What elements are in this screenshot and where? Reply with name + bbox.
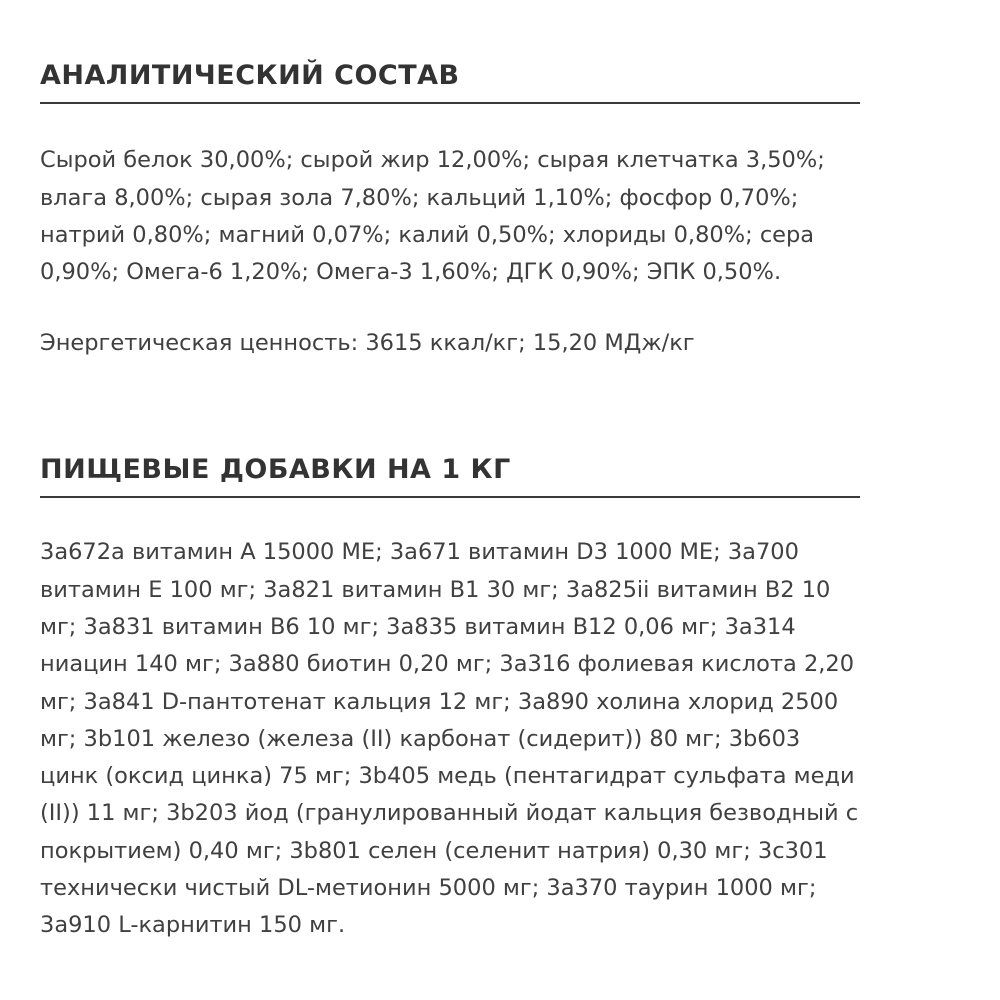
composition-text: Сырой белок 30,00%; сырой жир 12,00%; сырая клетчатка 3,50%; влага 8,00%; сырая зола 7,80%; кальций 1,10%; фосфор 0,70%; натрий 0,80%; магний 0,07%; калий 0,50%; хлориды 0,80%; сера 0,90%; Омега-6 1,20%; Омега-3 1,60%; ДГК 0,90%; ЭПК 0,50%. [40,147,825,285]
heading-divider [40,102,860,104]
additives-section [40,454,860,945]
analytic-composition-heading: АНАЛИТИЧЕСКИЙ СОСТАВ [40,60,460,91]
additives-text: 3a672a витамин А 15000 МЕ; 3a671 витамин D3 1000 МЕ; 3a700 витамин Е 100 мг; 3a821 витамин В1 30 мг; 3a825ii витамин В2 10 мг; 3a831 витамин В6 10 мг; 3a835 витамин В12 0,06 мг; 3a314 ниацин 140 мг; 3a880 биотин 0,20 мг; 3a316 фолиевая кислота 2,20 мг; 3a841 D-пантотенат кальция 12 мг; 3a890 холина хлорид 2500 мг; 3b101 железо (железа (II) карбонат (сидерит)) 80 мг; 3b603 цинк (оксид цинка) 75 мг; 3b405 медь (пентагидрат сульфата меди (II)) 11 мг; 3b203 йод (гранулированный йодат кальция безводный с покрытием) 0,40 мг; 3b801 селен (селенит натрия) 0,30 мг; 3c301 технически чистый DL-метионин 5000 мг; 3a370 таурин 1000 мг; 3a910 L-карнитин 150 мг. [40,539,859,939]
energy-value-text: Энергетическая ценность: 3615 ккал/кг; 15,20 МДж/кг [40,330,695,357]
heading-divider [40,496,860,498]
additives-heading: ПИЩЕВЫЕ ДОБАВКИ НА 1 КГ [40,454,511,485]
analytic-composition-section [40,60,860,362]
